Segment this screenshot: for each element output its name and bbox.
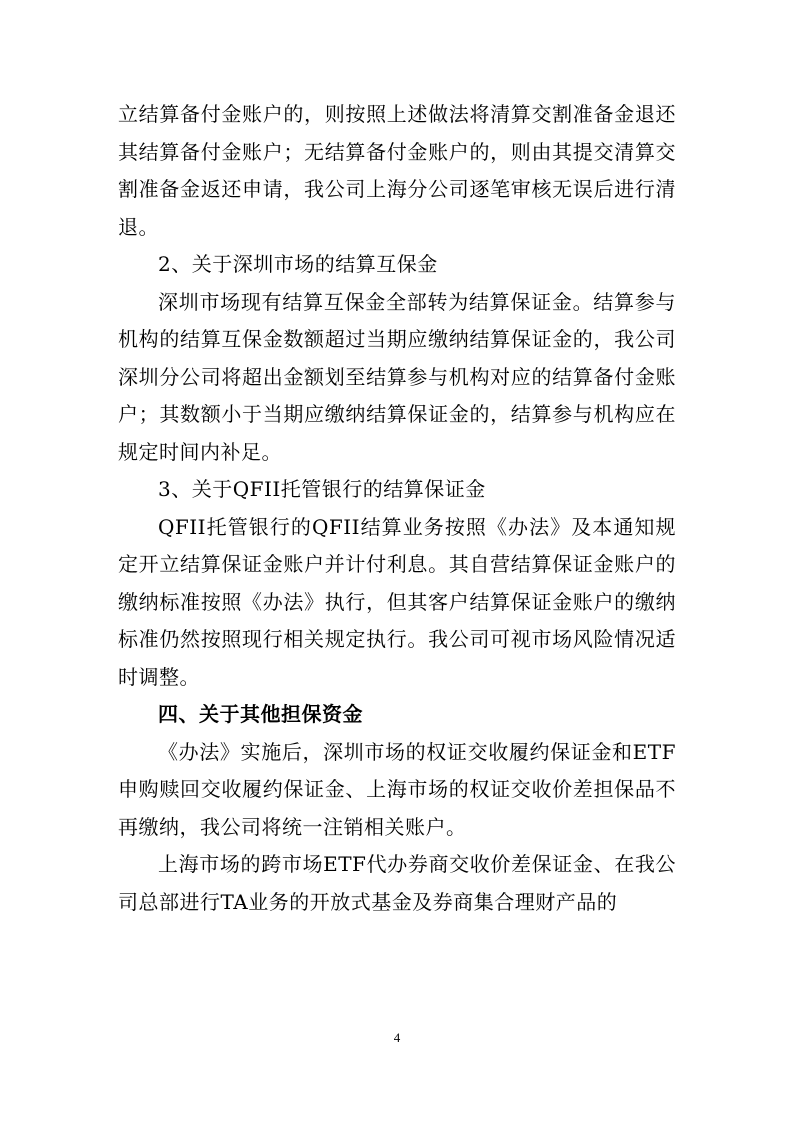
paragraph-qfii: QFII托管银行的QFII结算业务按照《办法》及本通知规定开立结算保证金账户并计付利息。其自营结算保证金账户的缴纳标准按照《办法》执行，但其客户结算保证金账户的缴纳标准仍然按照现行相关规定执行。我公司可视市场风险情况适时调整。 [118,514,676,689]
paragraph-shenzhen-guarantee: 深圳市场现有结算互保金全部转为结算保证金。结算参与机构的结算互保金数额超过当期应缴纳结算保证金的，我公司深圳分公司将超出金额划至结算参与机构对应的结算备付金账户；其数额小于当期应缴纳结算保证金的，结算参与机构应在规定时间内补足。 [118,289,676,464]
section-heading-shenzhen-mutual-guarantee: 2、关于深圳市场的结算互保金 [158,252,438,276]
paragraph-after-implementation: 《办法》实施后，深圳市场的权证交收履约保证金和ETF申购赎回交收履约保证金、上海市场的权证交收价差担保品不再缴纳，我公司将统一注销相关账户。 [118,739,676,839]
section-heading-other-guarantee-funds: 四、关于其他担保资金 [158,702,363,726]
paragraph-continuation: 立结算备付金账户的，则按照上述做法将清算交割准备金退还其结算备付金账户；无结算备付金账户的，则由其提交清算交割准备金返还申请，我公司上海分公司逐笔审核无误后进行清退。 [118,102,676,239]
section-heading-qfii: 3、关于QFII托管银行的结算保证金 [158,477,486,501]
page-number: 4 [393,1030,401,1045]
paragraph-shanghai-etf: 上海市场的跨市场ETF代办券商交收价差保证金、在我公司总部进行TA业务的开放式基金及券商集合理财产品的 [118,852,676,914]
document-body [118,96,676,921]
